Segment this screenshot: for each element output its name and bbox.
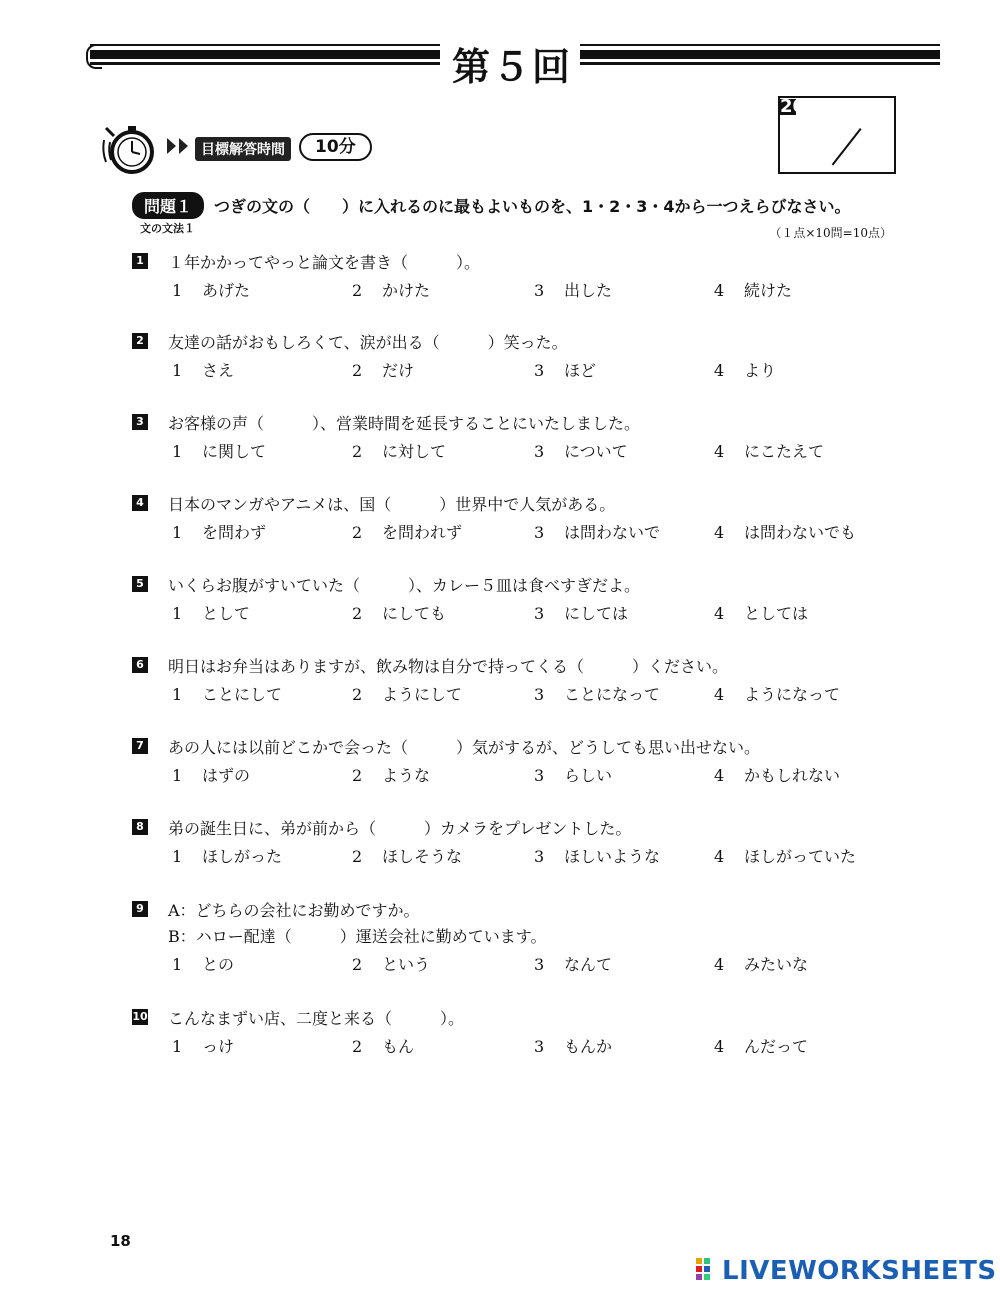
answer-option[interactable]: [172, 358, 234, 381]
question-text: 弟の誕生日に、弟が前から（ ）カメラをプレゼントした。: [168, 819, 632, 838]
answer-option[interactable]: [714, 520, 856, 543]
option-text: は問わないで: [564, 523, 661, 542]
answer-option[interactable]: [714, 763, 840, 786]
page-title: 第５回: [452, 44, 573, 89]
answer-option[interactable]: [534, 682, 660, 705]
option-text: として: [202, 604, 251, 623]
option-number: 1: [172, 604, 183, 623]
answer-option[interactable]: [714, 439, 824, 462]
option-number: 4: [714, 523, 725, 542]
option-text: あげた: [202, 281, 251, 300]
arrow-icon: [167, 138, 176, 154]
question-text: A：どちらの会社にお勤めですか。: [168, 901, 420, 920]
answer-option[interactable]: [352, 278, 430, 301]
option-text: を問われず: [382, 523, 463, 542]
answer-option[interactable]: [534, 520, 660, 543]
answer-option[interactable]: [352, 952, 430, 975]
option-text: ような: [382, 766, 431, 785]
answer-option[interactable]: [352, 439, 446, 462]
liveworksheets-logo-icon: [696, 1258, 718, 1280]
answer-option[interactable]: [714, 682, 840, 705]
answer-option[interactable]: [172, 1034, 234, 1057]
option-number: 3: [534, 523, 545, 542]
option-text: を問わず: [202, 523, 267, 542]
section-instruction: つぎの文の（ ）に入れるのに最もよいものを、1・2・3・4から一つえらびなさい。: [214, 197, 851, 216]
option-text: にこたえて: [744, 442, 825, 461]
option-number: 3: [534, 1037, 545, 1056]
answer-option[interactable]: [352, 520, 462, 543]
target-time: [165, 133, 380, 159]
option-number: 3: [534, 955, 545, 974]
option-text: にしては: [564, 604, 629, 623]
option-number: 2: [352, 361, 363, 380]
option-number: 4: [714, 955, 725, 974]
answer-option[interactable]: [714, 952, 808, 975]
stopwatch-icon: [100, 120, 160, 178]
score-slash: [832, 128, 862, 165]
target-time-value: 10分: [299, 133, 372, 161]
option-number: 1: [172, 1037, 183, 1056]
answer-option[interactable]: [534, 952, 612, 975]
option-number: 4: [714, 361, 725, 380]
option-text: ようになって: [744, 685, 841, 704]
option-number: 4: [714, 442, 725, 461]
option-number: 2: [352, 847, 363, 866]
answer-option[interactable]: [534, 844, 660, 867]
answer-option[interactable]: [352, 1034, 414, 1057]
option-number: 1: [172, 361, 183, 380]
option-text: について: [564, 442, 628, 461]
answer-option[interactable]: [534, 763, 612, 786]
option-number: 2: [352, 523, 363, 542]
target-time-label: 目標解答時間: [195, 137, 291, 161]
option-number: 3: [534, 685, 545, 704]
answer-option[interactable]: [172, 844, 282, 867]
question-text: いくらお腹がすいていた（ ）、カレー５皿は食べすぎだよ。: [168, 576, 641, 595]
option-number: 1: [172, 685, 183, 704]
option-number: 4: [714, 766, 725, 785]
option-number: 1: [172, 955, 183, 974]
answer-option[interactable]: [172, 952, 234, 975]
question-number: 8: [132, 819, 148, 835]
question-number: 1: [132, 253, 148, 269]
option-number: 1: [172, 766, 183, 785]
question-text: 友達の話がおもしろくて、涙が出る（ ）笑った。: [168, 333, 568, 352]
option-text: かけた: [382, 281, 431, 300]
question-text: 明日はお弁当はありますが、飲み物は自分で持ってくる（ ）ください。: [168, 657, 729, 676]
question-number: 3: [132, 414, 148, 430]
option-number: 2: [352, 442, 363, 461]
answer-option[interactable]: [172, 278, 250, 301]
question-text: B：ハロー配達（ ）運送会社に勤めています。: [168, 927, 547, 946]
question-number: 9: [132, 901, 148, 917]
option-number: 1: [172, 523, 183, 542]
answer-option[interactable]: [172, 520, 266, 543]
option-number: 3: [534, 604, 545, 623]
option-text: ことにして: [202, 685, 283, 704]
answer-option[interactable]: [534, 278, 612, 301]
option-text: ほしがった: [202, 847, 283, 866]
option-number: 2: [352, 281, 363, 300]
option-text: かもしれない: [744, 766, 841, 785]
title-rule-left: [90, 44, 440, 66]
option-text: は問わないでも: [744, 523, 857, 542]
option-text: ようにして: [382, 685, 463, 704]
answer-option[interactable]: [172, 763, 250, 786]
answer-option[interactable]: [352, 358, 414, 381]
question-number: 5: [132, 576, 148, 592]
answer-option[interactable]: [352, 601, 446, 624]
question-number: 6: [132, 657, 148, 673]
answer-option[interactable]: [352, 763, 430, 786]
option-text: としては: [744, 604, 809, 623]
option-text: という: [382, 955, 431, 974]
option-number: 1: [172, 847, 183, 866]
option-text: ほしがっていた: [744, 847, 857, 866]
answer-option[interactable]: [352, 844, 462, 867]
option-text: にしても: [382, 604, 447, 623]
option-text: みたいな: [744, 955, 809, 974]
option-text: ほしいような: [564, 847, 661, 866]
option-number: 1: [172, 442, 183, 461]
answer-option[interactable]: [534, 358, 596, 381]
page-number: 18: [110, 1232, 131, 1250]
answer-option[interactable]: [352, 682, 462, 705]
option-text: に対して: [382, 442, 447, 461]
option-text: 続けた: [744, 281, 793, 300]
option-number: 2: [352, 685, 363, 704]
option-text: ほしそうな: [382, 847, 463, 866]
question-text: あの人には以前どこかで会った（ ）気がするが、どうしても思い出せない。: [168, 738, 761, 757]
option-text: ほど: [564, 361, 597, 380]
option-text: だけ: [382, 361, 415, 380]
question-text: お客様の声（ ）、営業時間を延長することにいたしました。: [168, 414, 641, 433]
option-number: 2: [352, 766, 363, 785]
question-text: １年かかってやっと論文を書き（ ）。: [168, 253, 481, 272]
question-number: 10: [132, 1010, 148, 1023]
option-text: に関して: [202, 442, 267, 461]
option-text: もんか: [564, 1037, 613, 1056]
option-number: 2: [352, 1037, 363, 1056]
option-text: んだって: [744, 1037, 809, 1056]
title-rule-right: [580, 44, 940, 66]
option-text: もん: [382, 1037, 415, 1056]
answer-option[interactable]: [534, 601, 628, 624]
option-number: 4: [714, 604, 725, 623]
answer-option[interactable]: [714, 1034, 808, 1057]
option-number: 3: [534, 766, 545, 785]
answer-option[interactable]: [172, 682, 282, 705]
answer-option[interactable]: [534, 439, 628, 462]
answer-option[interactable]: [714, 844, 856, 867]
section-header: [132, 192, 851, 219]
option-text: より: [744, 361, 777, 380]
brand-name: LIVEWORKSHEETS: [722, 1256, 997, 1286]
option-text: 出した: [564, 281, 613, 300]
question-text: 日本のマンガやアニメは、国（ ）世界中で人気がある。: [168, 495, 616, 514]
option-text: さえ: [202, 361, 235, 380]
arrow-icon: [179, 138, 188, 154]
option-number: 4: [714, 685, 725, 704]
answer-option[interactable]: [172, 439, 266, 462]
section-points: （１点×10問=10点）: [769, 226, 892, 240]
option-text: との: [202, 955, 235, 974]
answer-option[interactable]: [534, 1034, 612, 1057]
score-box[interactable]: [778, 96, 896, 174]
option-number: 2: [352, 955, 363, 974]
option-number: 3: [534, 442, 545, 461]
option-number: 1: [172, 281, 183, 300]
option-text: はずの: [202, 766, 251, 785]
option-text: らしい: [564, 766, 613, 785]
answer-option[interactable]: [714, 601, 808, 624]
option-text: ことになって: [564, 685, 661, 704]
question-number: 2: [132, 333, 148, 349]
option-number: 3: [534, 361, 545, 380]
option-number: 4: [714, 847, 725, 866]
option-text: なんて: [564, 955, 613, 974]
section-subtitle: 文の文法１: [140, 222, 195, 235]
question-number: 4: [132, 495, 148, 511]
answer-option[interactable]: [714, 278, 792, 301]
option-number: 3: [534, 847, 545, 866]
option-number: 4: [714, 281, 725, 300]
option-number: 2: [352, 604, 363, 623]
score-total: 20: [780, 96, 806, 117]
section-badge: 問題１: [132, 192, 204, 219]
option-number: 4: [714, 1037, 725, 1056]
option-number: 3: [534, 281, 545, 300]
answer-option[interactable]: [714, 358, 776, 381]
answer-option[interactable]: [172, 601, 250, 624]
question-number: 7: [132, 738, 148, 754]
option-text: っけ: [202, 1037, 235, 1056]
question-text: こんなまずい店、二度と来る（ ）。: [168, 1009, 465, 1028]
